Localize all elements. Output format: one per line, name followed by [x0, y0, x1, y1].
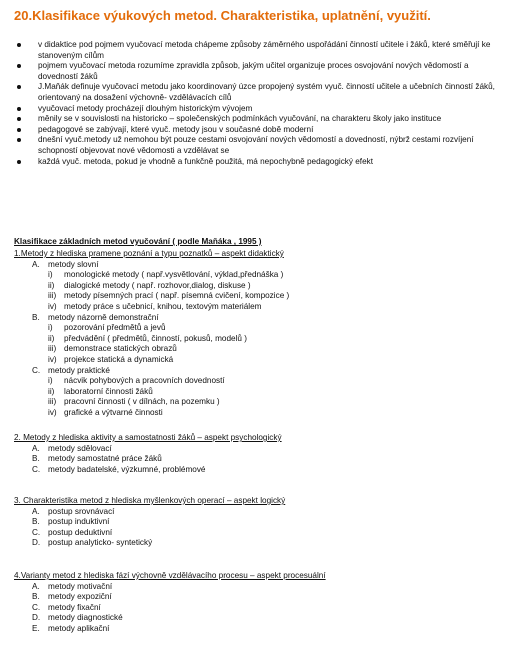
item-label: dialogické metody ( např. rozhovor,dialog, diskuse ) [64, 280, 251, 290]
section-2 [14, 433, 509, 475]
group-label: metody názorně demonstrační [48, 312, 159, 322]
group-row [14, 603, 509, 614]
group-label: metody diagnostické [48, 613, 123, 623]
item-label: předvádění ( předmětů, činností, pokusů, modelů ) [64, 333, 247, 343]
group-marker: C. [32, 602, 41, 612]
item-row [14, 270, 509, 281]
item-marker: iv) [48, 354, 57, 364]
group-marker: A. [32, 259, 40, 269]
group-marker: B. [32, 312, 40, 322]
item-row [14, 397, 509, 408]
group-marker: A. [32, 581, 40, 591]
item-marker: ii) [48, 280, 55, 290]
group-marker: B. [32, 517, 40, 527]
item-marker: iii) [48, 344, 57, 354]
page-title: 20.Klasifikace výukových metod. Charakteristika, uplatnění, využití. [14, 8, 431, 23]
item-label: demonstrace statických obrazů [64, 344, 177, 354]
bullet-item: dnešní vyuč.metody už nemohou být pouze cestami osvojování nových vědomostí a dovedností, nýbrž cestami rozvíjení schopností objevovat nové vědomosti a vzdělávat se [14, 135, 509, 156]
group-label: postup induktivní [48, 517, 110, 527]
item-row [14, 291, 509, 302]
item-marker: ii) [48, 386, 55, 396]
group-label: metody slovní [48, 259, 99, 269]
item-row [14, 355, 509, 366]
classification-heading: Klasifikace základních metod vyučování ( podle Maňáka , 1995 ) [14, 237, 262, 246]
item-row [14, 387, 509, 398]
item-row [14, 302, 509, 313]
group-row [14, 528, 509, 539]
group-marker: D. [32, 538, 41, 548]
item-label: metody písemných prací ( např. písemná cvičení, kompozice ) [64, 291, 290, 301]
group-marker: A. [32, 443, 40, 453]
section-3 [14, 496, 509, 549]
group-row [14, 624, 509, 635]
section-title: 1.Metody z hlediska pramene poznání a typu poznatků – aspekt didaktický [14, 249, 284, 258]
group-label: postup srovnávací [48, 506, 115, 516]
item-row [14, 408, 509, 419]
group-marker: C. [32, 464, 41, 474]
item-marker: i) [48, 376, 53, 386]
intro-bullet-list [14, 40, 509, 167]
group-label: postup deduktivní [48, 527, 113, 537]
group-row [14, 592, 509, 603]
item-row [14, 281, 509, 292]
bullet-item: měnily se v souvislosti na historicko – společenských podmínkách vyučování, na charakteru školy jako instituce [14, 114, 509, 125]
group-marker: C. [32, 365, 41, 375]
group-label: metody motivační [48, 581, 113, 591]
item-row [14, 376, 509, 387]
item-marker: iv) [48, 301, 57, 311]
group-label: metody sdělovací [48, 443, 112, 453]
section-title: 3. Charakteristika metod z hlediska myšlenkových operací – aspekt logický [14, 496, 286, 505]
item-row [14, 344, 509, 355]
section-title: 2. Metody z hlediska aktivity a samostatnosti žáků – aspekt psychologický [14, 433, 282, 442]
section-title: 4.Varianty metod z hlediska fází výchovně vzdělávacího procesu – aspekt procesuální [14, 571, 326, 580]
item-label: laboratorní činnosti žáků [64, 386, 153, 396]
bullet-item: v didaktice pod pojmem vyučovací metoda chápeme způsoby záměrného uspořádání činností učitele i žáků, které směřují ke stanoveným cílům [14, 40, 509, 61]
item-label: monologické metody ( např.vysvětlování, výklad,přednáška ) [64, 270, 284, 280]
group-row [14, 313, 509, 324]
bullet-item: vyučovací metody procházejí dlouhým historickým vývojem [14, 104, 509, 115]
group-label: metody aplikační [48, 623, 110, 633]
group-label: metody praktické [48, 365, 110, 375]
item-row [14, 334, 509, 345]
group-marker: E. [32, 623, 40, 633]
group-row [14, 444, 509, 455]
section-4 [14, 571, 509, 635]
item-marker: ii) [48, 333, 55, 343]
item-marker: i) [48, 270, 53, 280]
section-1 [14, 249, 509, 419]
group-marker: C. [32, 527, 41, 537]
group-label: postup analyticko- syntetický [48, 538, 153, 548]
bullet-item: pedagogové se zabývají, které vyuč. metody jsou v současné době moderní [14, 125, 509, 136]
item-label: nácvik pohybových a pracovních dovedností [64, 376, 225, 386]
item-row [14, 323, 509, 334]
item-label: pozorování předmětů a jevů [64, 323, 166, 333]
bullet-item: pojmem vyučovací metoda rozumíme zpravidla způsob, jakým učitel organizuje proces osvojování nových vědomostí a dovedností žáků [14, 61, 509, 82]
group-label: metody samostatné práce žáků [48, 454, 162, 464]
group-label: metody expoziční [48, 592, 112, 602]
item-marker: iii) [48, 291, 57, 301]
item-marker: i) [48, 323, 53, 333]
group-row [14, 517, 509, 528]
group-row [14, 366, 509, 377]
item-label: grafické a výtvarné činnosti [64, 407, 163, 417]
item-marker: iii) [48, 397, 57, 407]
group-marker: B. [32, 454, 40, 464]
group-label: metody fixační [48, 602, 101, 612]
group-row [14, 582, 509, 593]
group-row [14, 260, 509, 271]
group-marker: B. [32, 592, 40, 602]
group-label: metody badatelské, výzkumné, problémové [48, 464, 206, 474]
group-row [14, 538, 509, 549]
group-row [14, 465, 509, 476]
item-marker: iv) [48, 407, 57, 417]
group-row [14, 454, 509, 465]
group-row [14, 613, 509, 624]
item-label: pracovní činnosti ( v dílnách, na pozemku ) [64, 397, 220, 407]
item-label: metody práce s učebnicí, knihou, textovým materiálem [64, 301, 262, 311]
group-marker: D. [32, 613, 41, 623]
bullet-item: každá vyuč. metoda, pokud je vhodně a funkčně použitá, má nepochybně pedagogický efekt [14, 157, 509, 168]
item-label: projekce statická a dynamická [64, 354, 174, 364]
group-marker: A. [32, 506, 40, 516]
bullet-item: J.Maňák definuje vyučovací metodu jako koordinovaný úzce propojený systém vyuč. činností učitele a učebních činností žáků, orientovaný na dosažení výchovně- vzdělávacích cílů [14, 82, 509, 103]
group-row [14, 507, 509, 518]
